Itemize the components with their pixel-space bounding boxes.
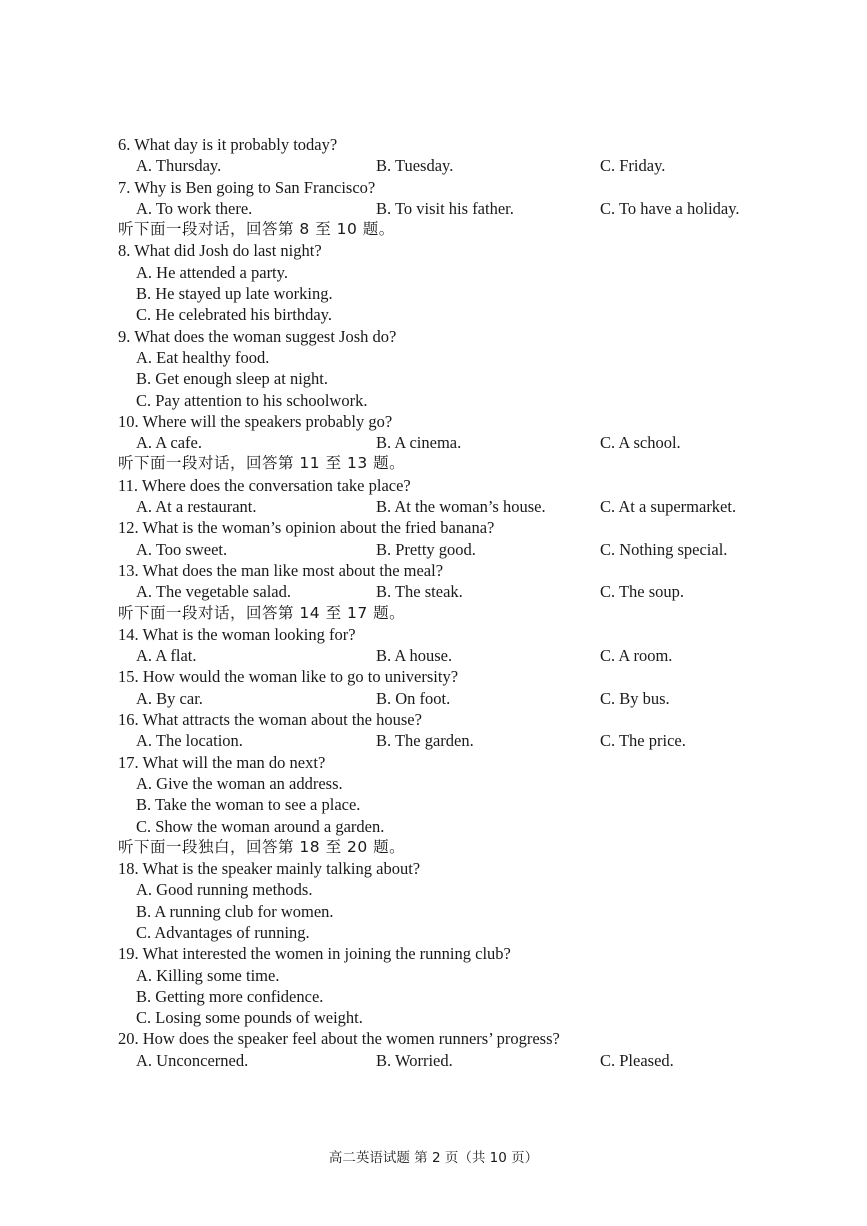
options-11 — [118, 496, 798, 517]
option-15-b: B. On foot. — [376, 688, 451, 708]
question-9: 9. What does the woman suggest Josh do? — [118, 326, 397, 346]
option-8-c: C. He celebrated his birthday. — [136, 305, 332, 325]
option-20-c: C. Pleased. — [600, 1050, 674, 1070]
option-14-a: A. A flat. — [136, 646, 197, 666]
option-10-b: B. A cinema. — [376, 433, 462, 453]
question-18: 18. What is the speaker mainly talking about? — [118, 859, 421, 879]
option-6-a: A. Thursday. — [136, 156, 222, 176]
option-8-a: A. He attended a party. — [136, 262, 288, 282]
option-9-b: B. Get enough sleep at night. — [136, 369, 329, 389]
options-14 — [118, 645, 798, 666]
options-12 — [118, 539, 798, 560]
option-10-a: A. A cafe. — [136, 433, 202, 453]
question-16: 16. What attracts the woman about the house? — [118, 710, 422, 730]
option-12-a: A. Too sweet. — [136, 539, 228, 559]
option-18-b: B. A running club for women. — [136, 901, 334, 921]
option-11-b: B. At the woman’s house. — [376, 497, 546, 517]
section-heading-14-17: 听下面一段对话，回答第 14 至 17 题。 — [118, 603, 406, 622]
option-18-c: C. Advantages of running. — [136, 922, 310, 942]
option-15-c: C. By bus. — [600, 688, 670, 708]
question-20: 20. How does the speaker feel about the women runners’ progress? — [118, 1029, 560, 1049]
options-16 — [118, 730, 798, 751]
option-16-a: A. The location. — [136, 731, 243, 751]
question-11: 11. Where does the conversation take place? — [118, 475, 411, 495]
section-heading-18-20: 听下面一段独白，回答第 18 至 20 题。 — [118, 837, 406, 856]
option-20-a: A. Unconcerned. — [136, 1050, 249, 1070]
option-17-c: C. Show the woman around a garden. — [136, 816, 385, 836]
question-14: 14. What is the woman looking for? — [118, 624, 356, 644]
question-13: 13. What does the man like most about the meal? — [118, 560, 444, 580]
option-12-b: B. Pretty good. — [376, 539, 476, 559]
section-heading-8-10: 听下面一段对话，回答第 8 至 10 题。 — [118, 220, 395, 239]
option-17-a: A. Give the woman an address. — [136, 773, 343, 793]
option-13-a: A. The vegetable salad. — [136, 582, 292, 602]
question-list — [118, 134, 798, 1071]
option-19-b: B. Getting more confidence. — [136, 986, 324, 1006]
option-14-b: B. A house. — [376, 646, 453, 666]
question-19: 19. What interested the women in joining the running club? — [118, 944, 511, 964]
options-10 — [118, 432, 798, 453]
option-10-c: C. A school. — [600, 433, 681, 453]
question-8: 8. What did Josh do last night? — [118, 241, 322, 261]
question-17: 17. What will the man do next? — [118, 752, 326, 772]
option-20-b: B. Worried. — [376, 1050, 453, 1070]
question-7: 7. Why is Ben going to San Francisco? — [118, 177, 376, 197]
page-footer: 高二英语试题 第 2 页（共 10 页） — [328, 1150, 539, 1166]
option-13-c: C. The soup. — [600, 582, 685, 602]
option-16-c: C. The price. — [600, 731, 686, 751]
option-9-c: C. Pay attention to his schoolwork. — [136, 390, 368, 410]
option-15-a: A. By car. — [136, 688, 203, 708]
option-7-a: A. To work there. — [136, 198, 253, 218]
option-16-b: B. The garden. — [376, 731, 474, 751]
option-9-a: A. Eat healthy food. — [136, 347, 270, 367]
option-7-b: B. To visit his father. — [376, 198, 514, 218]
options-20 — [118, 1050, 798, 1071]
question-6: 6. What day is it probably today? — [118, 135, 338, 154]
option-13-b: B. The steak. — [376, 582, 463, 602]
options-7 — [118, 198, 798, 219]
option-11-a: A. At a restaurant. — [136, 497, 257, 517]
option-17-b: B. Take the woman to see a place. — [136, 795, 361, 815]
option-6-c: C. Friday. — [600, 156, 666, 176]
options-6 — [118, 155, 798, 176]
option-6-b: B. Tuesday. — [376, 156, 454, 176]
option-8-b: B. He stayed up late working. — [136, 284, 333, 304]
question-10: 10. Where will the speakers probably go? — [118, 411, 393, 431]
option-19-c: C. Losing some pounds of weight. — [136, 1008, 363, 1028]
option-14-c: C. A room. — [600, 646, 673, 666]
option-12-c: C. Nothing special. — [600, 539, 728, 559]
option-18-a: A. Good running methods. — [136, 880, 313, 900]
question-15: 15. How would the woman like to go to university? — [118, 667, 459, 687]
options-15 — [118, 688, 798, 709]
option-11-c: C. At a supermarket. — [600, 497, 737, 517]
options-13 — [118, 581, 798, 602]
question-12: 12. What is the woman’s opinion about the fried banana? — [118, 518, 495, 538]
section-heading-11-13: 听下面一段对话，回答第 11 至 13 题。 — [118, 454, 406, 473]
option-7-c: C. To have a holiday. — [600, 198, 740, 218]
option-19-a: A. Killing some time. — [136, 965, 280, 985]
